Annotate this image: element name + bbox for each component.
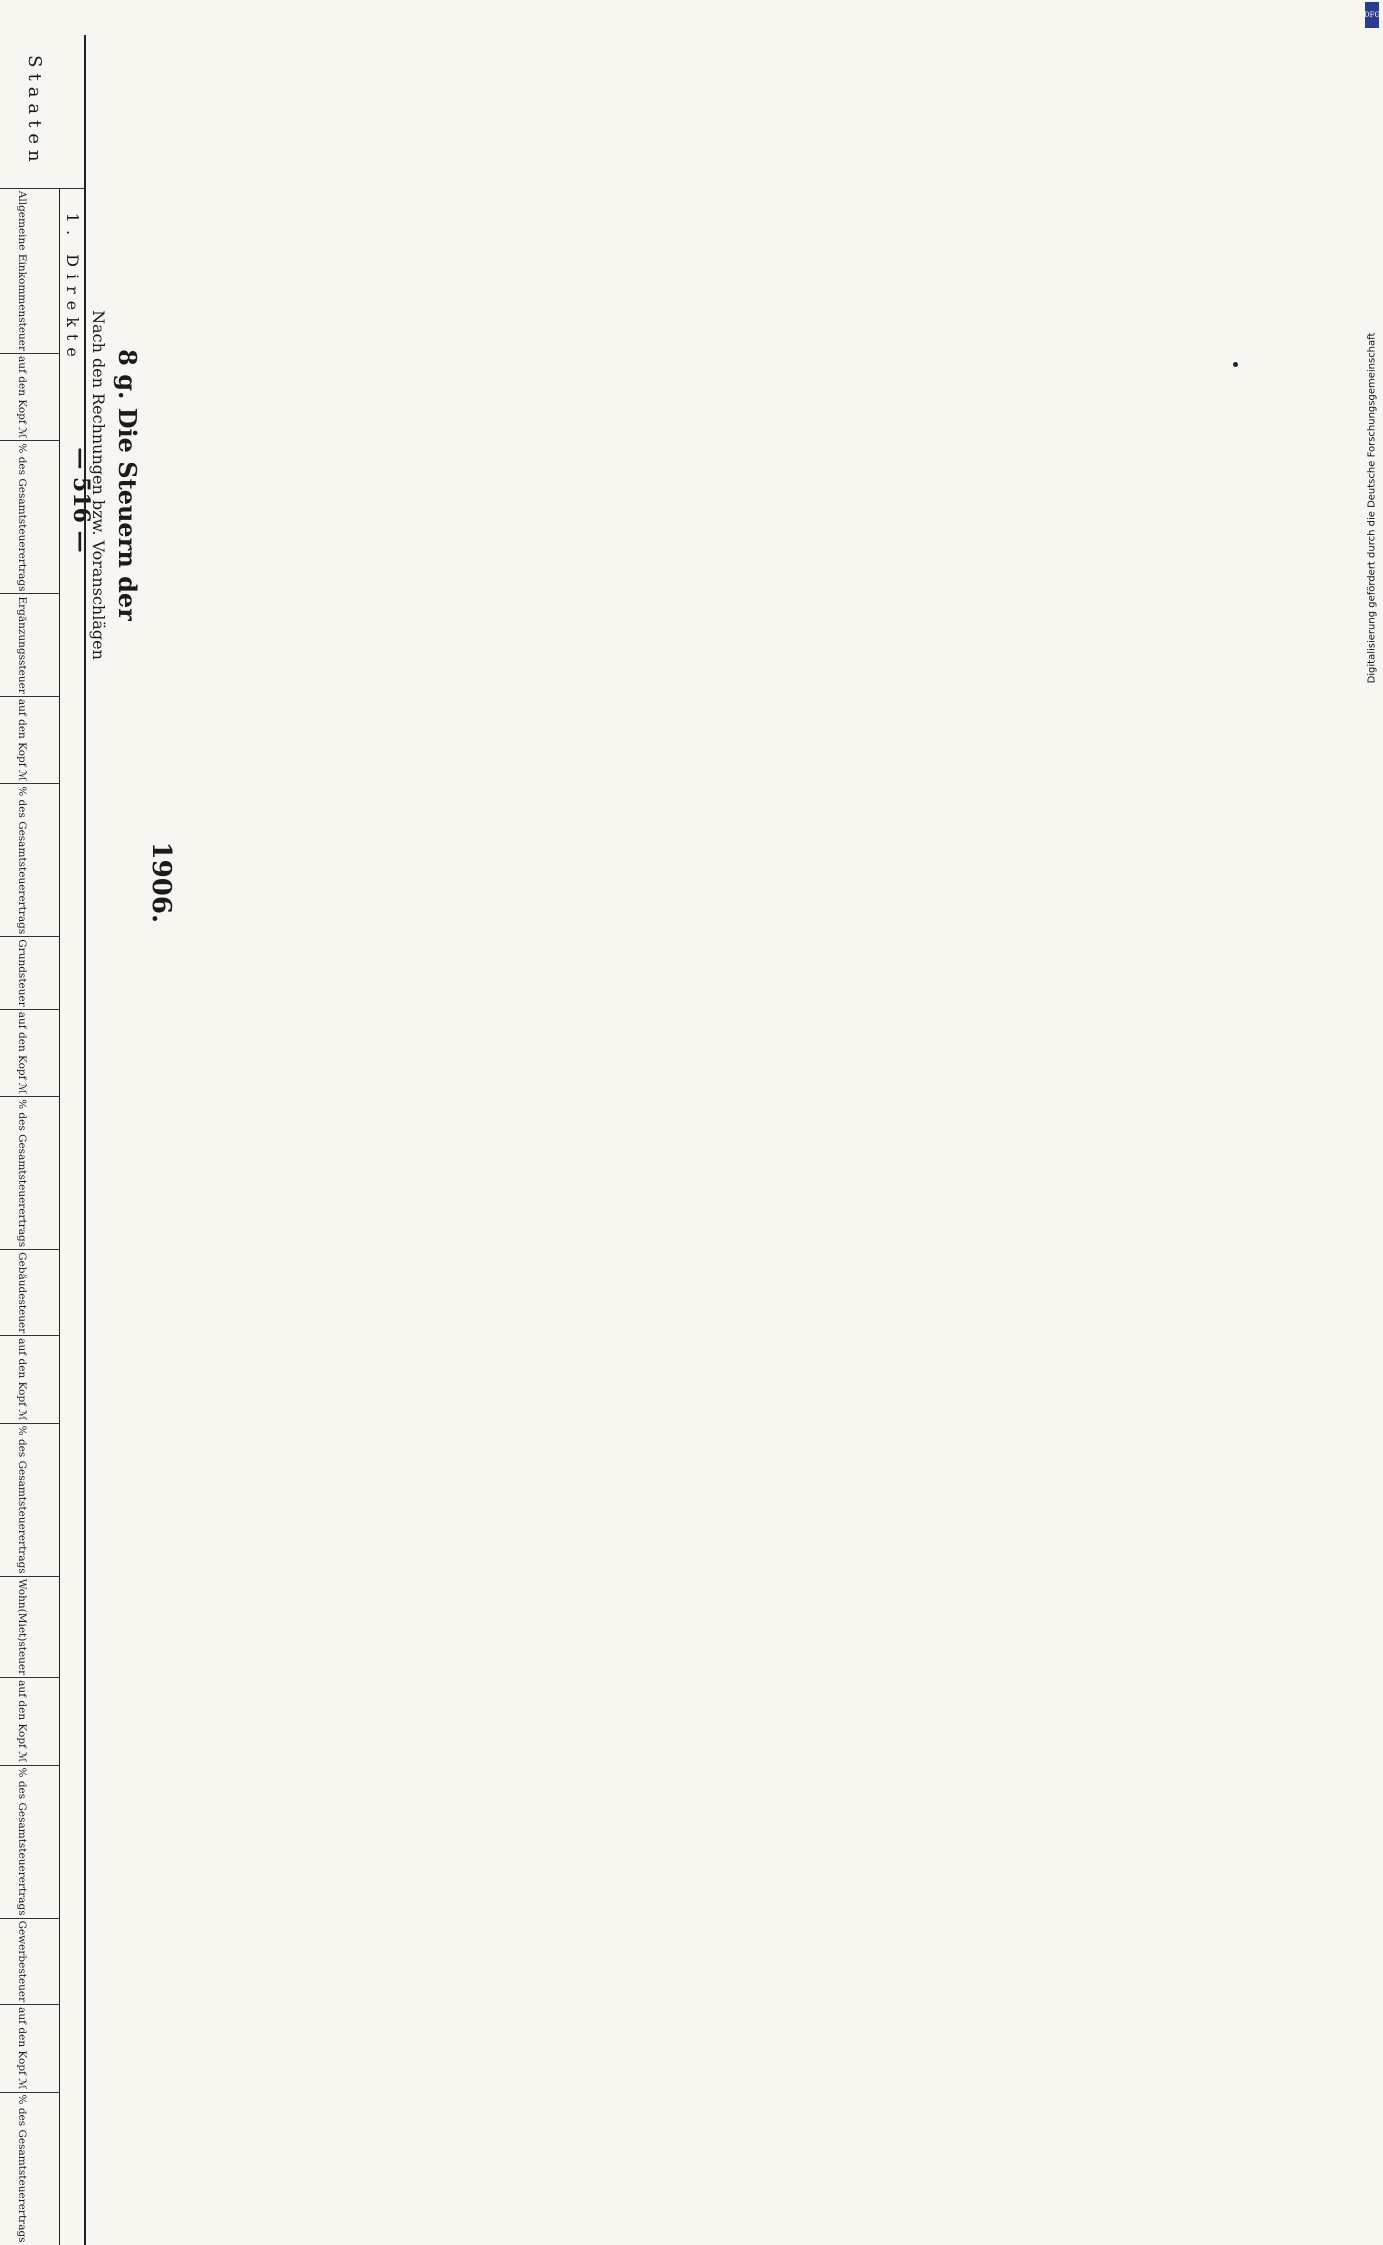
header-states: Staaten bbox=[0, 35, 85, 188]
header-pct: % des Gesamtsteuerertrags bbox=[0, 441, 60, 594]
header-pct: % des Gesamtsteuerertrags bbox=[0, 1097, 60, 1250]
header-per-head: auf den Kopf ℳ bbox=[0, 2005, 60, 2092]
ink-spot bbox=[1233, 362, 1238, 367]
year-heading: 1906. bbox=[146, 841, 176, 923]
header-per-head: auf den Kopf ℳ bbox=[0, 1678, 60, 1765]
header-pct: % des Gesamtsteuerertrags bbox=[0, 2092, 60, 2245]
header-per-head: auf den Kopf ℳ bbox=[0, 696, 60, 783]
page-content bbox=[0, 35, 178, 2243]
header-pct: % des Gesamtsteuerertrags bbox=[0, 1765, 60, 1918]
page-number-text: — 516 — bbox=[68, 447, 94, 553]
header-wohn: Wohn(Miet)steuer bbox=[0, 1576, 60, 1677]
side-credit bbox=[1362, 8, 1382, 998]
page-subtitle: Nach den Rechnungen bzw. Voranschlägen bbox=[89, 310, 108, 660]
header-per-head: auf den Kopf ℳ bbox=[0, 1336, 60, 1423]
tax-table bbox=[0, 35, 86, 2245]
rotated-page bbox=[0, 35, 178, 2243]
header-grund: Grundsteuer bbox=[0, 937, 60, 1009]
side-credit-text: Digitalisierung gefördert durch die Deutsche Forschungsgemeinschaft bbox=[1366, 332, 1378, 684]
section-heading: 1. Direkte bbox=[60, 188, 86, 2244]
dfg-logo: DFG bbox=[1365, 2, 1379, 28]
page-title: 8 g. Die Steuern der bbox=[113, 349, 142, 621]
header-gebaeude: Gebäudesteuer bbox=[0, 1250, 60, 1336]
header-gewerbe: Gewerbesteuer bbox=[0, 1918, 60, 2005]
header-einkommen: Allgemeine Einkommensteuer bbox=[0, 188, 60, 353]
header-per-head: auf den Kopf ℳ bbox=[0, 1009, 60, 1096]
header-per-head: auf den Kopf ℳ bbox=[0, 354, 60, 441]
header-pct: % des Gesamtsteuerertrags bbox=[0, 1423, 60, 1576]
header-pct: % des Gesamtsteuerertrags bbox=[0, 784, 60, 937]
header-ergaenzung: Ergänzungssteuer bbox=[0, 594, 60, 696]
